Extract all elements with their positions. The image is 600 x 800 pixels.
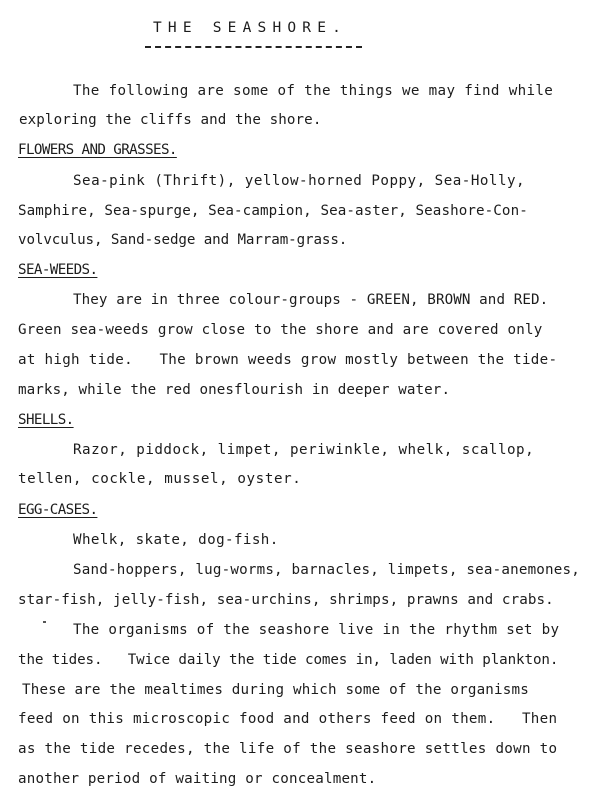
seaweeds-line-3: at high tide. The brown weeds grow mostly between the tide-: [18, 352, 558, 368]
page-title: THE SEASHORE.: [153, 20, 348, 36]
seaweeds-line-4: marks, while the red onesflourish in deeper water.: [18, 382, 451, 398]
heading-sea-weeds: SEA-WEEDS.: [18, 262, 98, 278]
flowers-line-2: Samphire, Sea-spurge, Sea-campion, Sea-aster, Seashore-Con-: [18, 203, 528, 219]
intro-line-1: The following are some of the things we may find while: [73, 83, 554, 99]
heading-shells: SHELLS.: [18, 412, 74, 428]
closing-line-2: the tides. Twice daily the tide comes in, laden with plankton.: [18, 652, 559, 668]
title-underline: [145, 46, 362, 48]
closing-line-6: another period of waiting or concealment.: [18, 771, 377, 787]
heading-flowers-and-grasses: FLOWERS AND GRASSES.: [18, 142, 177, 158]
creatures-line-2: star-fish, jelly-fish, sea-urchins, shrimps, prawns and crabs.: [18, 592, 554, 608]
closing-line-3: These are the mealtimes during which some of the organisms: [22, 682, 530, 698]
egg-cases-line-1: Whelk, skate, dog-fish.: [73, 532, 279, 548]
closing-line-4: feed on this microscopic food and others feed on them. Then: [18, 711, 558, 727]
seaweeds-line-1: They are in three colour-groups - GREEN, BROWN and RED.: [73, 292, 549, 308]
closing-line-5: as the tide recedes, the life of the seashore settles down to: [18, 741, 558, 757]
creatures-line-1: Sand-hoppers, lug-worms, barnacles, limpets, sea-anemones,: [73, 562, 581, 578]
ink-speck: [43, 621, 46, 623]
shells-line-2: tellen, cockle, mussel, oyster.: [18, 471, 302, 487]
heading-egg-cases: EGG-CASES.: [18, 502, 98, 518]
flowers-line-1: Sea-pink (Thrift), yellow-horned Poppy, Sea-Holly,: [73, 173, 526, 189]
intro-line-2: exploring the cliffs and the shore.: [19, 112, 322, 128]
flowers-line-3: volvculus, Sand-sedge and Marram-grass.: [18, 232, 348, 248]
shells-line-1: Razor, piddock, limpet, periwinkle, whelk, scallop,: [73, 442, 535, 458]
seaweeds-line-2: Green sea-weeds grow close to the shore and are covered only: [18, 322, 543, 338]
closing-line-1: The organisms of the seashore live in the rhythm set by: [73, 622, 560, 638]
